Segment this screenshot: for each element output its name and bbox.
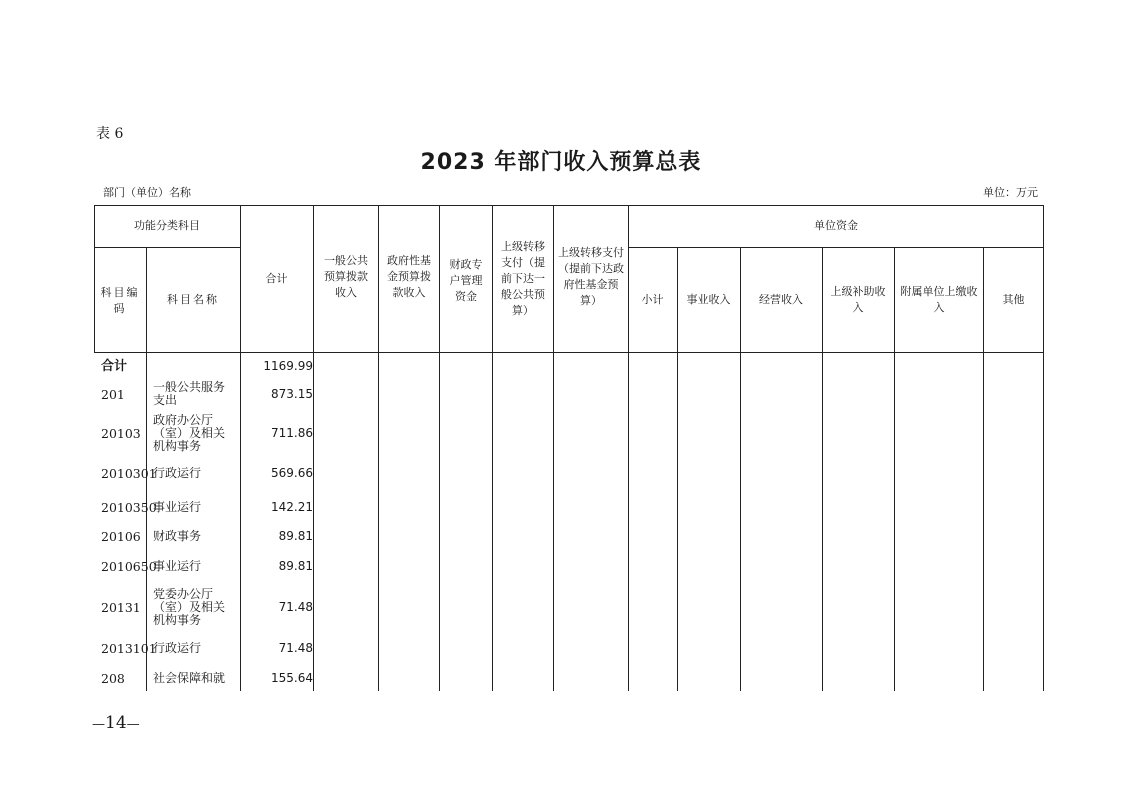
table-label: 表 6 bbox=[96, 126, 124, 142]
header-gov-fund-budget: 政府性基金预算拨款收入 bbox=[387, 254, 431, 299]
page-number-value: 14 bbox=[105, 713, 127, 733]
table-row-name: 一般公共服务支出 bbox=[153, 380, 226, 407]
header-superior-subsidy: 上级补助收入 bbox=[830, 284, 886, 314]
unit-label: 单位：万元 bbox=[983, 186, 1038, 199]
table-row-name: 党委办公厅（室）及相关机构事务 bbox=[153, 586, 226, 627]
table-row-code: 201 bbox=[101, 386, 125, 402]
table-row-total: 873.15 bbox=[271, 387, 313, 401]
header-operating-income: 经营收入 bbox=[759, 292, 803, 306]
header-functional-category: 功能分类科目 bbox=[134, 219, 200, 232]
header-transfer-fund: 上级转移支付（提前下达政府性基金预算） bbox=[558, 246, 624, 307]
table-row-code: 2010301 bbox=[101, 465, 157, 481]
header-subject-name: 科目名称 bbox=[167, 292, 219, 306]
department-label: 部门（单位）名称 bbox=[103, 186, 191, 199]
table-row-name: 行政运行 bbox=[153, 465, 202, 480]
page-number-dash-right: — bbox=[126, 717, 140, 732]
table-row-total: 89.81 bbox=[278, 529, 313, 543]
header-unit-funds: 单位资金 bbox=[814, 219, 858, 232]
table-row-name: 政府办公厅（室）及相关机构事务 bbox=[153, 412, 226, 453]
table-row-code: 20106 bbox=[101, 528, 141, 544]
header-subtotal: 小计 bbox=[641, 292, 664, 306]
table-row-total: 569.66 bbox=[271, 466, 313, 480]
page-title: 2023 年部门收入预算总表 bbox=[420, 150, 702, 175]
table-row-total: 711.86 bbox=[271, 426, 313, 440]
header-affiliated-remit: 附属单位上缴收入 bbox=[900, 284, 978, 314]
table-row-total: 155.64 bbox=[271, 671, 313, 685]
table-row-code: 2013101 bbox=[101, 640, 157, 656]
table-row-total: 71.48 bbox=[278, 600, 313, 614]
header-transfer-general: 上级转移支付（提前下达一般公共预算） bbox=[501, 240, 545, 317]
table-row-total: 89.81 bbox=[278, 559, 313, 573]
table-row-code: 208 bbox=[101, 670, 125, 686]
table-row-code: 20103 bbox=[101, 425, 141, 441]
page-number-dash-left: — bbox=[92, 717, 105, 732]
table-row-name: 财政事务 bbox=[153, 528, 202, 543]
page-number bbox=[92, 713, 140, 733]
table-row-name: 事业运行 bbox=[153, 499, 202, 514]
table-row-name: 事业运行 bbox=[153, 558, 202, 573]
table-row-code: 合计 bbox=[101, 358, 128, 374]
header-subject-code: 科目编码 bbox=[100, 286, 140, 315]
table-row-code: 2010650 bbox=[101, 558, 157, 574]
table-row-total: 1169.99 bbox=[263, 359, 313, 373]
table-row-total: 71.48 bbox=[278, 641, 313, 655]
header-general-public-budget: 一般公共预算拨款收入 bbox=[324, 254, 368, 299]
table-row-code: 2010350 bbox=[101, 499, 157, 515]
header-fiscal-special-funds: 财政专户管理资金 bbox=[449, 258, 483, 303]
budget-table bbox=[94, 205, 1044, 691]
header-other: 其他 bbox=[1002, 292, 1025, 306]
table-row-total: 142.21 bbox=[271, 500, 313, 514]
table-row-name: 社会保障和就 bbox=[153, 670, 226, 685]
header-total: 合计 bbox=[265, 271, 288, 285]
table-row-name: 行政运行 bbox=[153, 640, 202, 655]
header-business-income: 事业收入 bbox=[686, 292, 731, 306]
table-row-code: 20131 bbox=[101, 599, 141, 615]
